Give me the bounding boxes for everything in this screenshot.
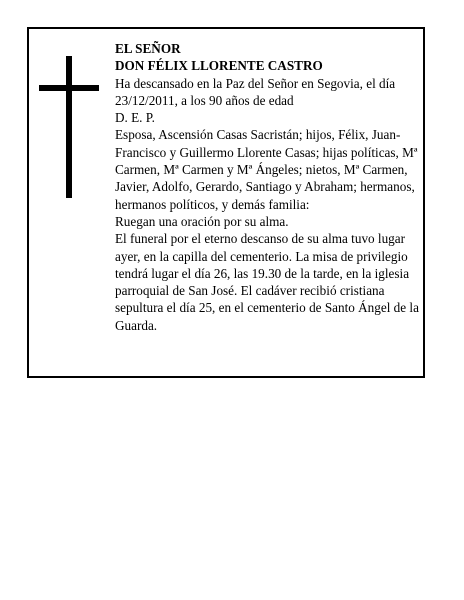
prayer-request: Ruegan una oración por su alma.	[115, 213, 289, 229]
cross-vertical-bar	[66, 56, 72, 198]
funeral-details: El funeral por el eterno descanso de su alma tuvo lugar ayer, en la capilla del cementerio. La misa de privilegio tendrá lugar el día 26, las 19.30 de la tarde, en la iglesia parroquial de San José. El cadáver recibió cristiana sepultura el día 25, en el cementerio de Santo Ángel de la Guarda.	[115, 231, 419, 333]
deceased-name: DON FÉLIX LLORENTE CASTRO	[115, 58, 323, 74]
cross-horizontal-bar	[39, 85, 99, 91]
obituary-text	[115, 40, 422, 334]
notice-title: EL SEÑOR	[115, 41, 181, 56]
obituary-notice	[27, 27, 425, 378]
death-info: Ha descansado en la Paz del Señor en Segovia, el día 23/12/2011, a los 90 años de edad	[115, 75, 396, 108]
rip-abbreviation: D. E. P.	[115, 110, 155, 126]
cross-icon	[39, 56, 99, 198]
family-list: Esposa, Ascensión Casas Sacristán; hijos, Félix, Juan-Francisco y Guillermo Llorente Casas; hijas políticas, Mª Carmen, Mª Carmen y Mª Ángeles; nietos, Mª Carmen, Javier, Adolfo, Gerardo, Santiago y Abraham; hermanos, hermanos políticos, y demás familia:	[115, 127, 418, 212]
